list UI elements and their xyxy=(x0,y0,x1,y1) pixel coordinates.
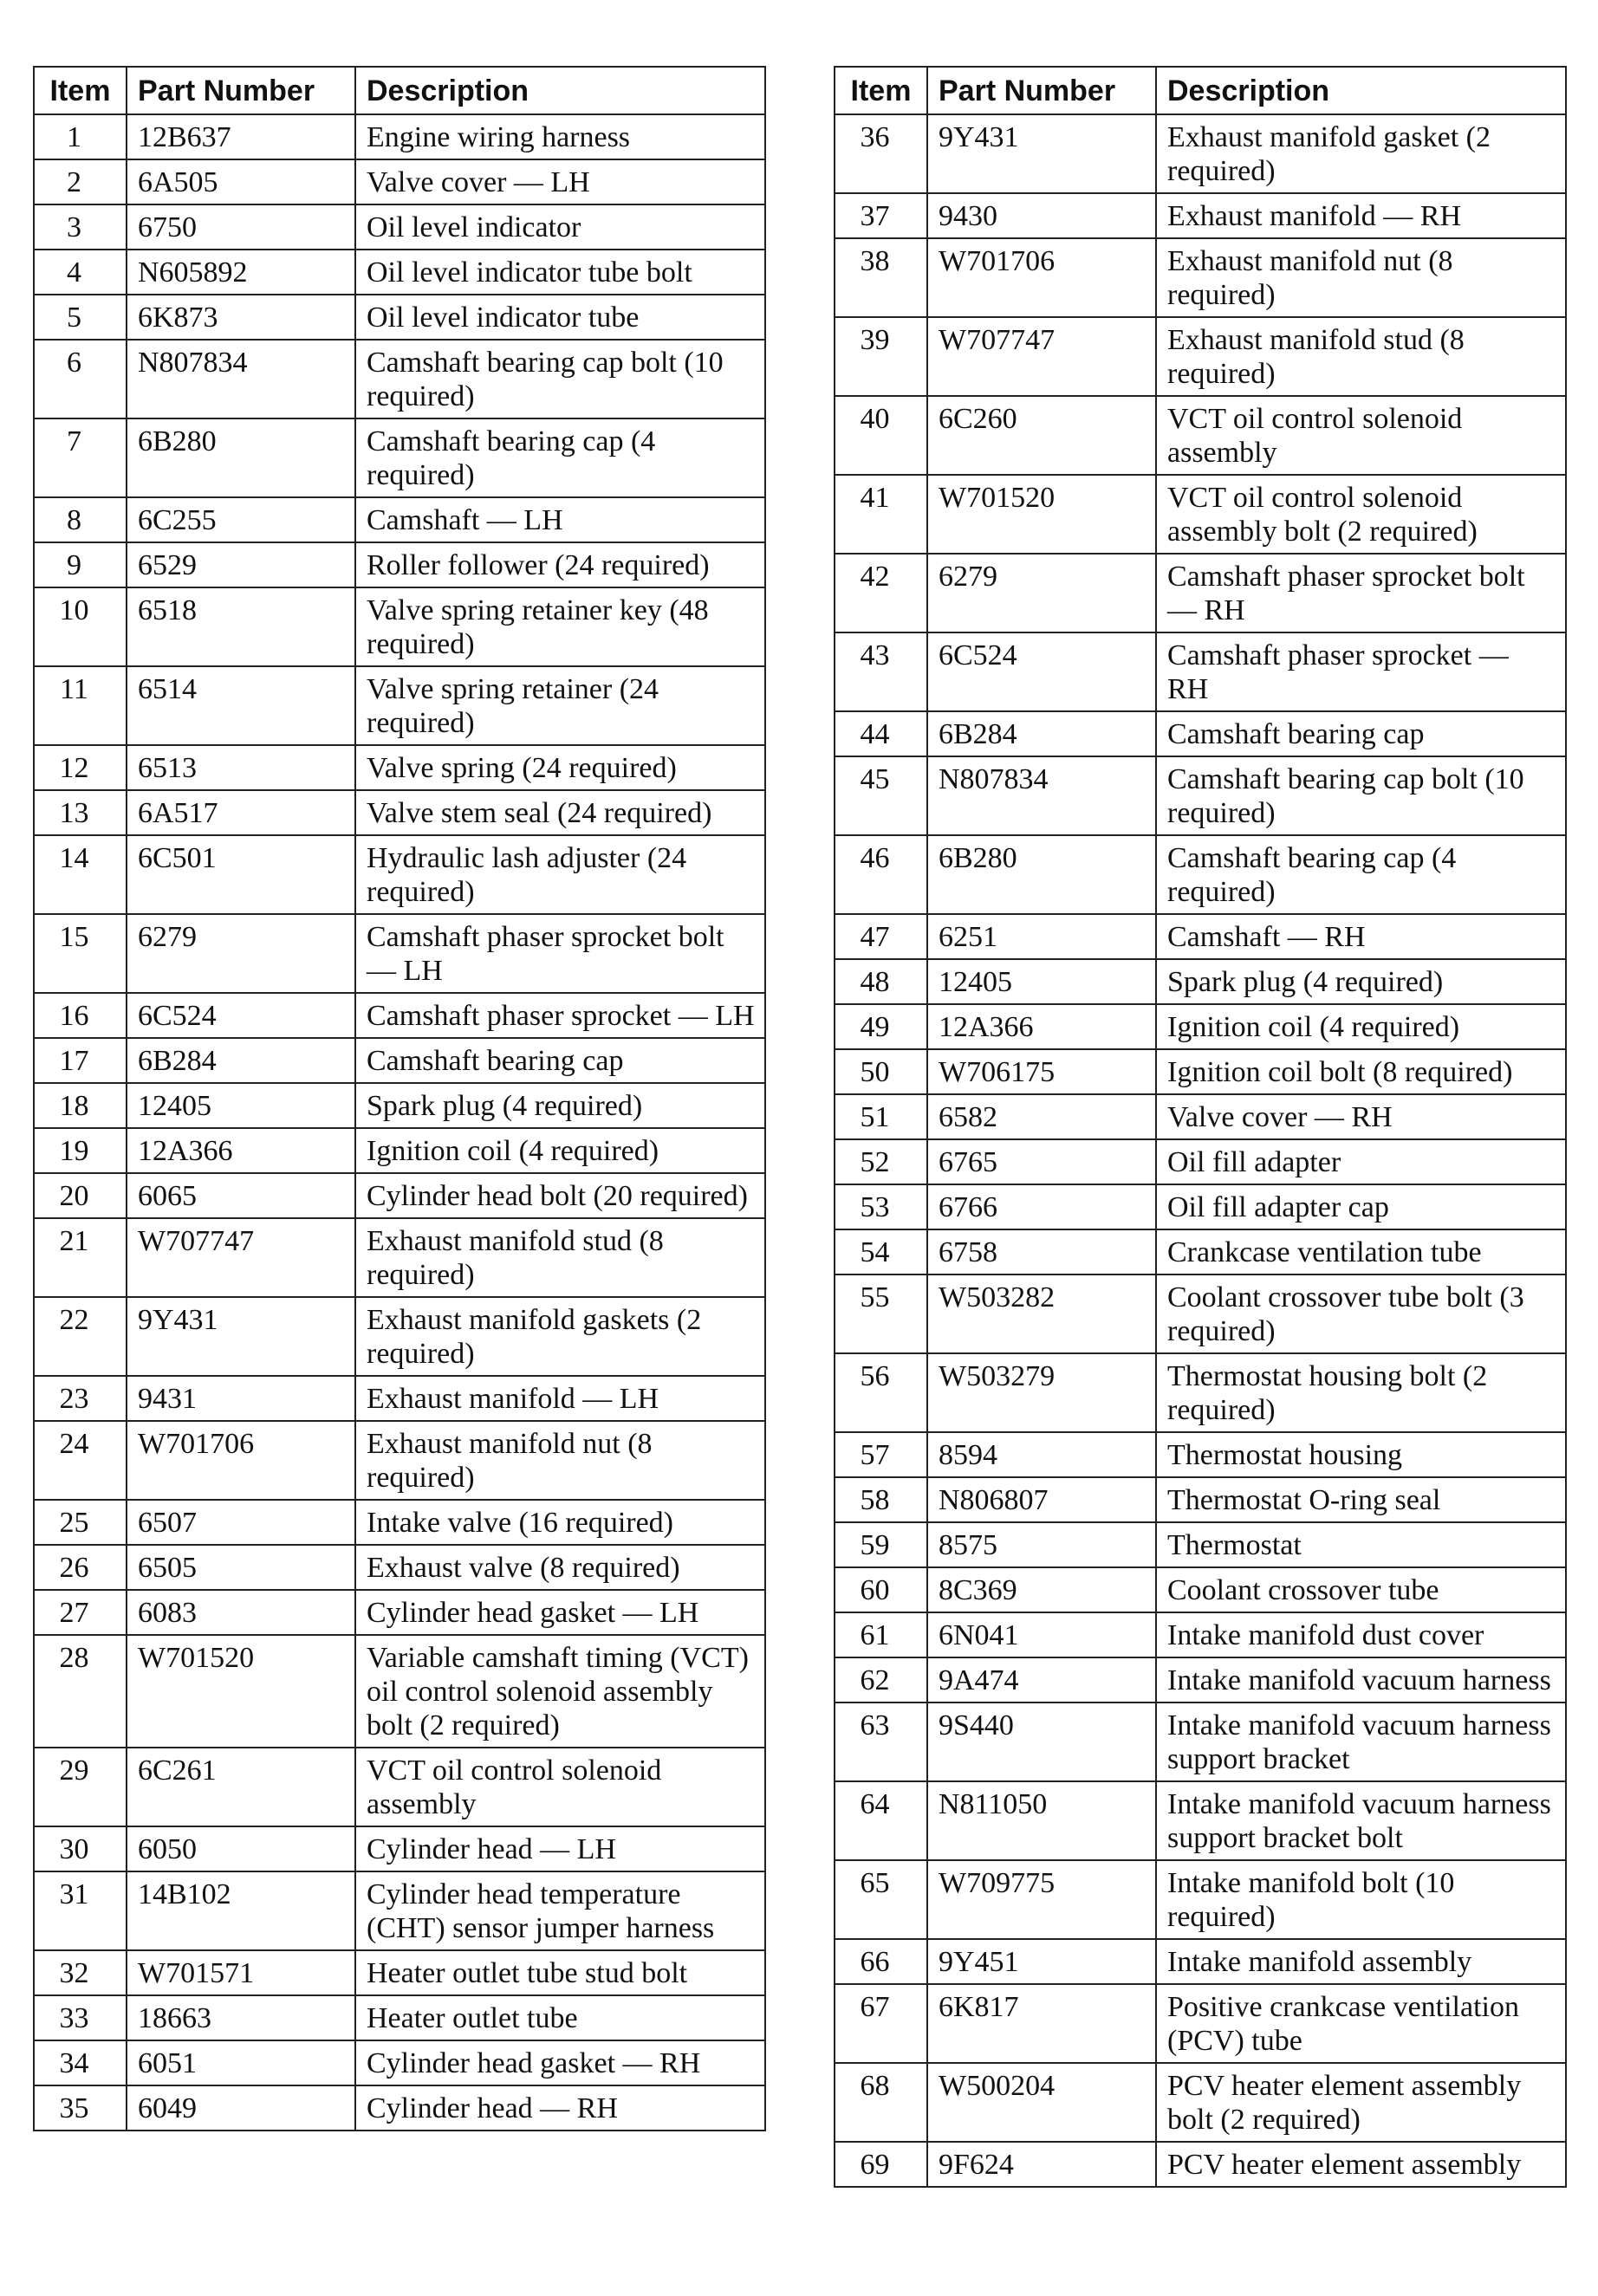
table-row xyxy=(835,396,1566,475)
description-cell: Intake manifold vacuum harness support bracket xyxy=(1156,1703,1566,1781)
description-cell: Intake manifold vacuum harness support bracket bolt xyxy=(1156,1781,1566,1860)
description-cell: Camshaft — RH xyxy=(1156,914,1566,959)
table-row xyxy=(34,204,765,250)
table-row xyxy=(34,1376,765,1421)
item-number-cell: 41 xyxy=(835,475,927,554)
part-number-cell: W503279 xyxy=(927,1353,1156,1432)
table-row xyxy=(34,2085,765,2131)
part-number-cell: 8C369 xyxy=(927,1567,1156,1612)
part-number-cell: W500204 xyxy=(927,2063,1156,2142)
description-cell: VCT oil control solenoid assembly bolt (2 required) xyxy=(1156,475,1566,554)
part-number-cell: 6049 xyxy=(127,2085,355,2131)
item-number-cell: 22 xyxy=(34,1297,127,1376)
item-number-cell: 27 xyxy=(34,1590,127,1635)
part-number-cell: 6750 xyxy=(127,204,355,250)
part-number-cell: 6051 xyxy=(127,2040,355,2085)
table-row xyxy=(835,632,1566,711)
description-cell: Oil fill adapter xyxy=(1156,1139,1566,1184)
table-row xyxy=(34,1421,765,1500)
table-row xyxy=(34,666,765,745)
part-number-cell: 12B637 xyxy=(127,114,355,159)
description-cell: PCV heater element assembly bolt (2 required) xyxy=(1156,2063,1566,2142)
description-cell: Thermostat housing xyxy=(1156,1432,1566,1477)
item-number-cell: 2 xyxy=(34,159,127,204)
part-number-cell: 6514 xyxy=(127,666,355,745)
part-number-cell: 6582 xyxy=(927,1094,1156,1139)
item-number-cell: 34 xyxy=(34,2040,127,2085)
item-column-header: Item xyxy=(34,67,127,114)
item-number-cell: 45 xyxy=(835,756,927,835)
table-row xyxy=(34,295,765,340)
description-cell: Camshaft bearing cap bolt (10 required) xyxy=(1156,756,1566,835)
part-number-cell: 9S440 xyxy=(927,1703,1156,1781)
table-row xyxy=(34,114,765,159)
part-number-cell: 6C255 xyxy=(127,497,355,542)
description-cell: Camshaft phaser sprocket bolt — LH xyxy=(355,914,765,993)
part-number-cell: 6C501 xyxy=(127,835,355,914)
part-number-cell: 6B284 xyxy=(927,711,1156,756)
item-number-cell: 63 xyxy=(835,1703,927,1781)
description-cell: Ignition coil bolt (8 required) xyxy=(1156,1049,1566,1094)
description-cell: Exhaust manifold stud (8 required) xyxy=(1156,317,1566,396)
item-number-cell: 18 xyxy=(34,1083,127,1128)
table-row xyxy=(34,1748,765,1826)
part-number-cell: W701706 xyxy=(127,1421,355,1500)
item-number-cell: 15 xyxy=(34,914,127,993)
description-cell: Oil level indicator xyxy=(355,204,765,250)
description-cell: Valve spring (24 required) xyxy=(355,745,765,790)
item-number-cell: 32 xyxy=(34,1950,127,1995)
table-row xyxy=(835,554,1566,632)
description-cell: Intake manifold vacuum harness xyxy=(1156,1657,1566,1703)
description-cell: Exhaust manifold stud (8 required) xyxy=(355,1218,765,1297)
item-number-cell: 24 xyxy=(34,1421,127,1500)
part-number-cell: 6C261 xyxy=(127,1748,355,1826)
item-number-cell: 43 xyxy=(835,632,927,711)
description-cell: Ignition coil (4 required) xyxy=(1156,1004,1566,1049)
table-row xyxy=(835,1432,1566,1477)
parts-table-right xyxy=(834,66,1567,2188)
table-row xyxy=(34,1545,765,1590)
table-row xyxy=(34,1297,765,1376)
part-number-cell: 6K817 xyxy=(927,1984,1156,2063)
part-number-cell: 6A517 xyxy=(127,790,355,835)
description-cell: Thermostat housing bolt (2 required) xyxy=(1156,1353,1566,1432)
description-cell: Camshaft bearing cap (4 required) xyxy=(1156,835,1566,914)
item-number-cell: 3 xyxy=(34,204,127,250)
description-cell: Exhaust valve (8 required) xyxy=(355,1545,765,1590)
part-number-cell: 6K873 xyxy=(127,295,355,340)
item-number-cell: 69 xyxy=(835,2142,927,2187)
description-cell: Camshaft bearing cap xyxy=(1156,711,1566,756)
item-number-cell: 55 xyxy=(835,1274,927,1353)
table-row xyxy=(34,835,765,914)
part-number-cell: W706175 xyxy=(927,1049,1156,1094)
part-number-cell: 12A366 xyxy=(927,1004,1156,1049)
description-cell: Oil level indicator tube xyxy=(355,295,765,340)
part-number-cell: 6C524 xyxy=(127,993,355,1038)
table-row xyxy=(835,193,1566,238)
table-row xyxy=(835,1094,1566,1139)
table-row xyxy=(835,1353,1566,1432)
item-number-cell: 29 xyxy=(34,1748,127,1826)
description-cell: Crankcase ventilation tube xyxy=(1156,1229,1566,1274)
description-cell: Valve stem seal (24 required) xyxy=(355,790,765,835)
table-row xyxy=(34,159,765,204)
table-row xyxy=(34,1218,765,1297)
table-row xyxy=(835,756,1566,835)
part-number-cell: 9431 xyxy=(127,1376,355,1421)
header-row xyxy=(835,67,1566,114)
item-number-cell: 66 xyxy=(835,1939,927,1984)
item-number-cell: 53 xyxy=(835,1184,927,1229)
part-number-cell: 12405 xyxy=(927,959,1156,1004)
description-cell: Spark plug (4 required) xyxy=(1156,959,1566,1004)
description-cell: Cylinder head gasket — RH xyxy=(355,2040,765,2085)
part-number-cell: W701520 xyxy=(927,475,1156,554)
part-number-cell: N807834 xyxy=(927,756,1156,835)
description-cell: Intake manifold assembly xyxy=(1156,1939,1566,1984)
item-number-cell: 19 xyxy=(34,1128,127,1173)
table-row xyxy=(835,317,1566,396)
description-cell: Camshaft bearing cap xyxy=(355,1038,765,1083)
item-number-cell: 35 xyxy=(34,2085,127,2131)
description-cell: Camshaft phaser sprocket bolt — RH xyxy=(1156,554,1566,632)
table-row xyxy=(835,1860,1566,1939)
description-cell: Exhaust manifold nut (8 required) xyxy=(1156,238,1566,317)
description-column-header: Description xyxy=(355,67,765,114)
table-row xyxy=(835,1139,1566,1184)
part-number-cell: 6065 xyxy=(127,1173,355,1218)
part-number-cell: 6765 xyxy=(927,1139,1156,1184)
part-number-cell: 9Y431 xyxy=(927,114,1156,193)
table-row xyxy=(34,1590,765,1635)
part-number-cell: W701706 xyxy=(927,238,1156,317)
table-row xyxy=(835,1049,1566,1094)
parts-table-left-body xyxy=(34,114,765,2131)
table-row xyxy=(835,1229,1566,1274)
part-number-cell: 6279 xyxy=(127,914,355,993)
description-cell: Exhaust manifold — LH xyxy=(355,1376,765,1421)
part-number-cell: N811050 xyxy=(927,1781,1156,1860)
header-row xyxy=(34,67,765,114)
table-row xyxy=(835,1657,1566,1703)
part-number-cell: 8575 xyxy=(927,1522,1156,1567)
table-row xyxy=(835,1612,1566,1657)
item-number-cell: 11 xyxy=(34,666,127,745)
part-number-cell: 8594 xyxy=(927,1432,1156,1477)
description-cell: Valve cover — LH xyxy=(355,159,765,204)
description-cell: Exhaust manifold — RH xyxy=(1156,193,1566,238)
part-number-cell: 6766 xyxy=(927,1184,1156,1229)
description-cell: Camshaft phaser sprocket — RH xyxy=(1156,632,1566,711)
table-row xyxy=(835,1567,1566,1612)
description-cell: Oil level indicator tube bolt xyxy=(355,250,765,295)
part-number-cell: 6B280 xyxy=(127,418,355,497)
item-number-cell: 42 xyxy=(835,554,927,632)
part-number-cell: 18663 xyxy=(127,1995,355,2040)
item-number-cell: 59 xyxy=(835,1522,927,1567)
item-number-cell: 56 xyxy=(835,1353,927,1432)
part-number-cell: W701571 xyxy=(127,1950,355,1995)
item-number-cell: 51 xyxy=(835,1094,927,1139)
table-row xyxy=(835,1274,1566,1353)
table-row xyxy=(34,1826,765,1871)
item-number-cell: 1 xyxy=(34,114,127,159)
description-cell: Cylinder head — RH xyxy=(355,2085,765,2131)
table-row xyxy=(34,340,765,418)
item-number-cell: 48 xyxy=(835,959,927,1004)
item-number-cell: 4 xyxy=(34,250,127,295)
part-number-cell: N605892 xyxy=(127,250,355,295)
item-number-cell: 20 xyxy=(34,1173,127,1218)
description-cell: Engine wiring harness xyxy=(355,114,765,159)
description-cell: Intake manifold bolt (10 required) xyxy=(1156,1860,1566,1939)
item-number-cell: 5 xyxy=(34,295,127,340)
item-number-cell: 60 xyxy=(835,1567,927,1612)
table-row xyxy=(34,1500,765,1545)
description-cell: Spark plug (4 required) xyxy=(355,1083,765,1128)
part-number-cell: 6279 xyxy=(927,554,1156,632)
table-row xyxy=(835,475,1566,554)
table-row xyxy=(34,542,765,587)
item-number-cell: 9 xyxy=(34,542,127,587)
description-cell: Roller follower (24 required) xyxy=(355,542,765,587)
description-cell: Cylinder head bolt (20 required) xyxy=(355,1173,765,1218)
table-row xyxy=(835,914,1566,959)
table-row xyxy=(34,418,765,497)
table-row xyxy=(835,2063,1566,2142)
item-number-cell: 14 xyxy=(34,835,127,914)
item-number-cell: 52 xyxy=(835,1139,927,1184)
description-cell: Valve spring retainer key (48 required) xyxy=(355,587,765,666)
item-number-cell: 46 xyxy=(835,835,927,914)
part-number-cell: 6A505 xyxy=(127,159,355,204)
parts-table-left xyxy=(33,66,766,2131)
part-number-cell: 9A474 xyxy=(927,1657,1156,1703)
table-row xyxy=(34,587,765,666)
item-number-cell: 65 xyxy=(835,1860,927,1939)
table-row xyxy=(34,250,765,295)
description-cell: Heater outlet tube xyxy=(355,1995,765,2040)
item-number-cell: 31 xyxy=(34,1871,127,1950)
part-number-cell: 9430 xyxy=(927,193,1156,238)
item-number-cell: 50 xyxy=(835,1049,927,1094)
item-number-cell: 36 xyxy=(835,114,927,193)
description-cell: Exhaust manifold gaskets (2 required) xyxy=(355,1297,765,1376)
table-row xyxy=(34,914,765,993)
table-row xyxy=(34,1871,765,1950)
part-number-cell: W701520 xyxy=(127,1635,355,1748)
part-number-cell: 6758 xyxy=(927,1229,1156,1274)
description-cell: Thermostat xyxy=(1156,1522,1566,1567)
item-number-cell: 10 xyxy=(34,587,127,666)
part-number-cell: 6529 xyxy=(127,542,355,587)
part-number-cell: 6050 xyxy=(127,1826,355,1871)
table-row xyxy=(34,790,765,835)
part-number-cell: 6B280 xyxy=(927,835,1156,914)
table-row xyxy=(835,1703,1566,1781)
description-cell: Ignition coil (4 required) xyxy=(355,1128,765,1173)
part-number-cell: W709775 xyxy=(927,1860,1156,1939)
item-number-cell: 68 xyxy=(835,2063,927,2142)
table-row xyxy=(835,1477,1566,1522)
table-row xyxy=(835,1781,1566,1860)
part-number-cell: 12A366 xyxy=(127,1128,355,1173)
description-cell: Positive crankcase ventilation (PCV) tube xyxy=(1156,1984,1566,2063)
part-number-cell: N807834 xyxy=(127,340,355,418)
item-number-cell: 40 xyxy=(835,396,927,475)
table-row xyxy=(835,114,1566,193)
description-cell: Cylinder head — LH xyxy=(355,1826,765,1871)
item-number-cell: 13 xyxy=(34,790,127,835)
description-cell: Coolant crossover tube bolt (3 required) xyxy=(1156,1274,1566,1353)
part-number-cell: 6507 xyxy=(127,1500,355,1545)
item-number-cell: 33 xyxy=(34,1995,127,2040)
item-number-cell: 44 xyxy=(835,711,927,756)
part-number-cell: 6B284 xyxy=(127,1038,355,1083)
description-cell: Intake valve (16 required) xyxy=(355,1500,765,1545)
part-number-cell: 9Y451 xyxy=(927,1939,1156,1984)
part-number-cell: W707747 xyxy=(127,1218,355,1297)
table-row xyxy=(835,1004,1566,1049)
part-number-cell: 6251 xyxy=(927,914,1156,959)
part-number-cell: W707747 xyxy=(927,317,1156,396)
table-row xyxy=(34,2040,765,2085)
table-row xyxy=(34,1995,765,2040)
description-cell: VCT oil control solenoid assembly xyxy=(1156,396,1566,475)
table-row xyxy=(835,2142,1566,2187)
description-cell: Valve spring retainer (24 required) xyxy=(355,666,765,745)
item-number-cell: 26 xyxy=(34,1545,127,1590)
description-cell: Camshaft phaser sprocket — LH xyxy=(355,993,765,1038)
item-number-cell: 49 xyxy=(835,1004,927,1049)
table-row xyxy=(835,1984,1566,2063)
part-number-cell: 6083 xyxy=(127,1590,355,1635)
table-row xyxy=(34,1173,765,1218)
part-number-cell: 6N041 xyxy=(927,1612,1156,1657)
table-row xyxy=(34,1038,765,1083)
table-row xyxy=(34,745,765,790)
item-number-cell: 62 xyxy=(835,1657,927,1703)
description-cell: PCV heater element assembly xyxy=(1156,2142,1566,2187)
description-cell: VCT oil control solenoid assembly xyxy=(355,1748,765,1826)
item-column-header: Item xyxy=(835,67,927,114)
part-number-cell: 12405 xyxy=(127,1083,355,1128)
item-number-cell: 12 xyxy=(34,745,127,790)
part-number-cell: W503282 xyxy=(927,1274,1156,1353)
item-number-cell: 39 xyxy=(835,317,927,396)
table-row xyxy=(835,238,1566,317)
description-cell: Camshaft — LH xyxy=(355,497,765,542)
description-column-header: Description xyxy=(1156,67,1566,114)
description-cell: Intake manifold dust cover xyxy=(1156,1612,1566,1657)
table-row xyxy=(835,835,1566,914)
part-number-cell: 9F624 xyxy=(927,2142,1156,2187)
table-row xyxy=(835,711,1566,756)
part-number-column-header: Part Number xyxy=(127,67,355,114)
table-row xyxy=(34,1083,765,1128)
part-number-cell: 9Y431 xyxy=(127,1297,355,1376)
description-cell: Cylinder head gasket — LH xyxy=(355,1590,765,1635)
item-number-cell: 16 xyxy=(34,993,127,1038)
description-cell: Hydraulic lash adjuster (24 required) xyxy=(355,835,765,914)
item-number-cell: 7 xyxy=(34,418,127,497)
part-number-cell: 14B102 xyxy=(127,1871,355,1950)
item-number-cell: 64 xyxy=(835,1781,927,1860)
table-row xyxy=(835,1184,1566,1229)
description-cell: Variable camshaft timing (VCT) oil control solenoid assembly bolt (2 required) xyxy=(355,1635,765,1748)
description-cell: Coolant crossover tube xyxy=(1156,1567,1566,1612)
item-number-cell: 6 xyxy=(34,340,127,418)
item-number-cell: 28 xyxy=(34,1635,127,1748)
part-number-cell: 6518 xyxy=(127,587,355,666)
item-number-cell: 67 xyxy=(835,1984,927,2063)
item-number-cell: 38 xyxy=(835,238,927,317)
description-cell: Camshaft bearing cap bolt (10 required) xyxy=(355,340,765,418)
description-cell: Valve cover — RH xyxy=(1156,1094,1566,1139)
description-cell: Cylinder head temperature (CHT) sensor jumper harness xyxy=(355,1871,765,1950)
description-cell: Camshaft bearing cap (4 required) xyxy=(355,418,765,497)
table-row xyxy=(835,959,1566,1004)
table-row xyxy=(34,497,765,542)
part-number-cell: 6505 xyxy=(127,1545,355,1590)
item-number-cell: 37 xyxy=(835,193,927,238)
item-number-cell: 25 xyxy=(34,1500,127,1545)
item-number-cell: 47 xyxy=(835,914,927,959)
part-number-column-header: Part Number xyxy=(927,67,1156,114)
item-number-cell: 21 xyxy=(34,1218,127,1297)
description-cell: Thermostat O-ring seal xyxy=(1156,1477,1566,1522)
table-row xyxy=(34,1950,765,1995)
table-row xyxy=(835,1939,1566,1984)
item-number-cell: 57 xyxy=(835,1432,927,1477)
table-row xyxy=(34,1635,765,1748)
part-number-cell: 6513 xyxy=(127,745,355,790)
item-number-cell: 30 xyxy=(34,1826,127,1871)
item-number-cell: 61 xyxy=(835,1612,927,1657)
part-number-cell: 6C260 xyxy=(927,396,1156,475)
table-row xyxy=(34,1128,765,1173)
item-number-cell: 17 xyxy=(34,1038,127,1083)
item-number-cell: 54 xyxy=(835,1229,927,1274)
parts-table-right-body xyxy=(835,114,1566,2187)
description-cell: Exhaust manifold gasket (2 required) xyxy=(1156,114,1566,193)
description-cell: Exhaust manifold nut (8 required) xyxy=(355,1421,765,1500)
item-number-cell: 8 xyxy=(34,497,127,542)
table-row xyxy=(835,1522,1566,1567)
table-row xyxy=(34,993,765,1038)
item-number-cell: 58 xyxy=(835,1477,927,1522)
part-number-cell: N806807 xyxy=(927,1477,1156,1522)
item-number-cell: 23 xyxy=(34,1376,127,1421)
part-number-cell: 6C524 xyxy=(927,632,1156,711)
description-cell: Heater outlet tube stud bolt xyxy=(355,1950,765,1995)
description-cell: Oil fill adapter cap xyxy=(1156,1184,1566,1229)
